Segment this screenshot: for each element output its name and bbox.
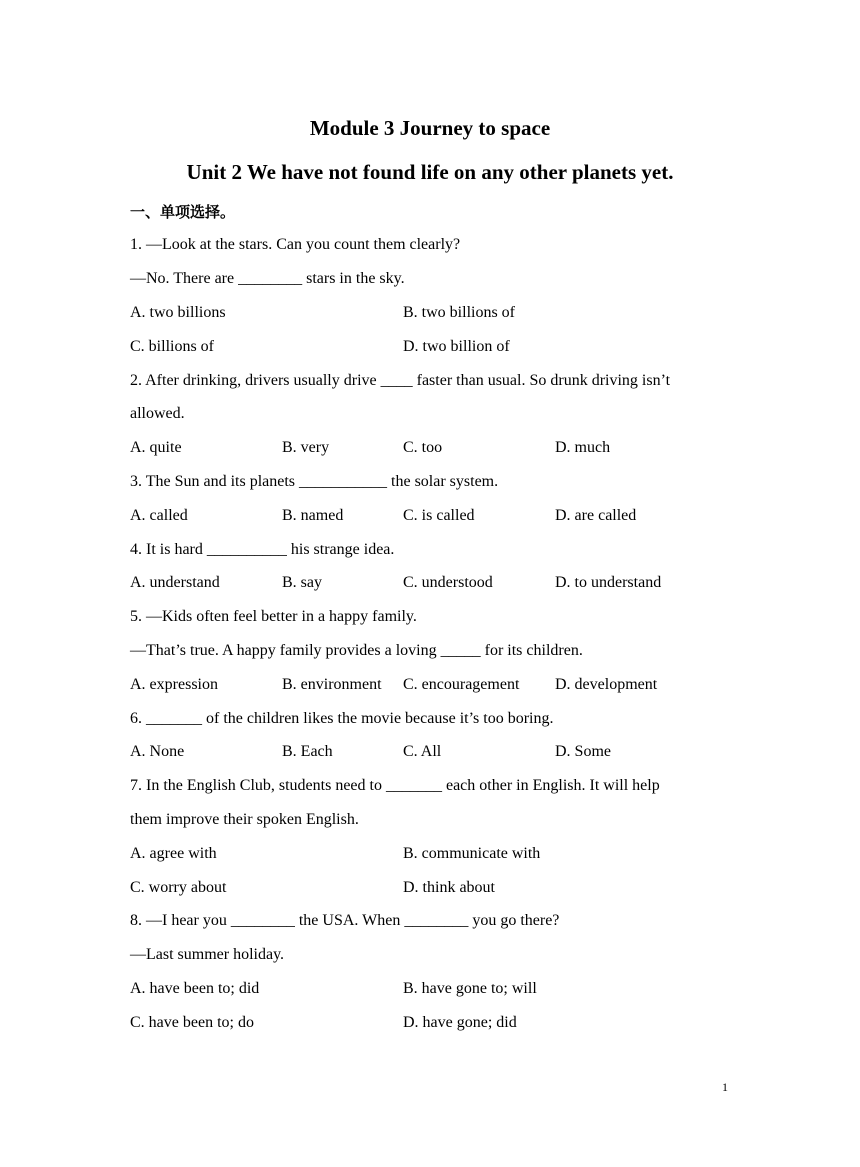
- question-4-option-b: B. say: [282, 574, 322, 591]
- question-8-option-a: A. have been to; did: [130, 980, 260, 997]
- question-3-line-1: 3. The Sun and its planets ___________ the solar system.: [130, 473, 499, 490]
- module-title: Module 3 Journey to space: [309, 116, 551, 140]
- question-8-option-b: B. have gone to; will: [403, 980, 537, 997]
- question-1-option-c: C. billions of: [130, 338, 215, 355]
- question-6-line-1: 6. _______ of the children likes the movie because it’s too boring.: [130, 710, 554, 727]
- question-4-line-1: 4. It is hard __________ his strange idea.: [130, 541, 395, 558]
- page-number: 1: [722, 1080, 728, 1094]
- question-1-option-a: A. two billions: [130, 304, 226, 321]
- question-5-option-a: A. expression: [130, 676, 218, 693]
- question-2-option-d: D. much: [555, 439, 611, 456]
- question-8-line-2: —Last summer holiday.: [130, 946, 285, 963]
- question-7-option-c: C. worry about: [130, 879, 227, 896]
- section-heading: 一、单项选择。: [130, 203, 236, 221]
- question-7-option-b: B. communicate with: [403, 845, 541, 862]
- question-7-line-2: them improve their spoken English.: [130, 811, 359, 828]
- question-5-option-b: B. environment: [282, 676, 382, 693]
- question-6-option-c: C. All: [403, 743, 442, 760]
- question-2-option-a: A. quite: [130, 439, 182, 456]
- question-3-option-a: A. called: [130, 507, 188, 524]
- question-2-line-2: allowed.: [130, 405, 185, 422]
- question-4-option-a: A. understand: [130, 574, 220, 591]
- question-2-line-1: 2. After drinking, drivers usually drive ____ faster than usual. So drunk driving isn’t: [130, 372, 671, 389]
- question-2-option-b: B. very: [282, 439, 330, 456]
- question-7-line-1: 7. In the English Club, students need to _______ each other in English. It will help: [130, 777, 660, 794]
- question-5-line-1: 5. —Kids often feel better in a happy family.: [130, 608, 417, 625]
- question-2-option-c: C. too: [403, 439, 443, 456]
- question-8-option-d: D. have gone; did: [403, 1014, 517, 1031]
- question-7-option-d: D. think about: [403, 879, 495, 896]
- question-1-line-2: —No. There are ________ stars in the sky.: [130, 270, 405, 287]
- question-5-option-c: C. encouragement: [403, 676, 520, 693]
- question-5-line-2: —That’s true. A happy family provides a loving _____ for its children.: [130, 642, 583, 659]
- question-8-line-1: 8. —I hear you ________ the USA. When ________ you go there?: [130, 912, 560, 929]
- question-3-option-d: D. are called: [555, 507, 637, 524]
- question-5-option-d: D. development: [555, 676, 658, 693]
- question-1-line-1: 1. —Look at the stars. Can you count them clearly?: [130, 236, 461, 253]
- question-7-option-a: A. agree with: [130, 845, 217, 862]
- question-3-option-b: B. named: [282, 507, 344, 524]
- question-4-option-d: D. to understand: [555, 574, 662, 591]
- question-6-option-a: A. None: [130, 743, 185, 760]
- question-1-option-d: D. two billion of: [403, 338, 510, 355]
- question-3-option-c: C. is called: [403, 507, 475, 524]
- question-8-option-c: C. have been to; do: [130, 1014, 254, 1031]
- unit-title: Unit 2 We have not found life on any other planets yet.: [186, 160, 674, 184]
- question-4-option-c: C. understood: [403, 574, 493, 591]
- question-1-option-b: B. two billions of: [403, 304, 516, 321]
- question-6-option-b: B. Each: [282, 743, 333, 760]
- question-6-option-d: D. Some: [555, 743, 611, 760]
